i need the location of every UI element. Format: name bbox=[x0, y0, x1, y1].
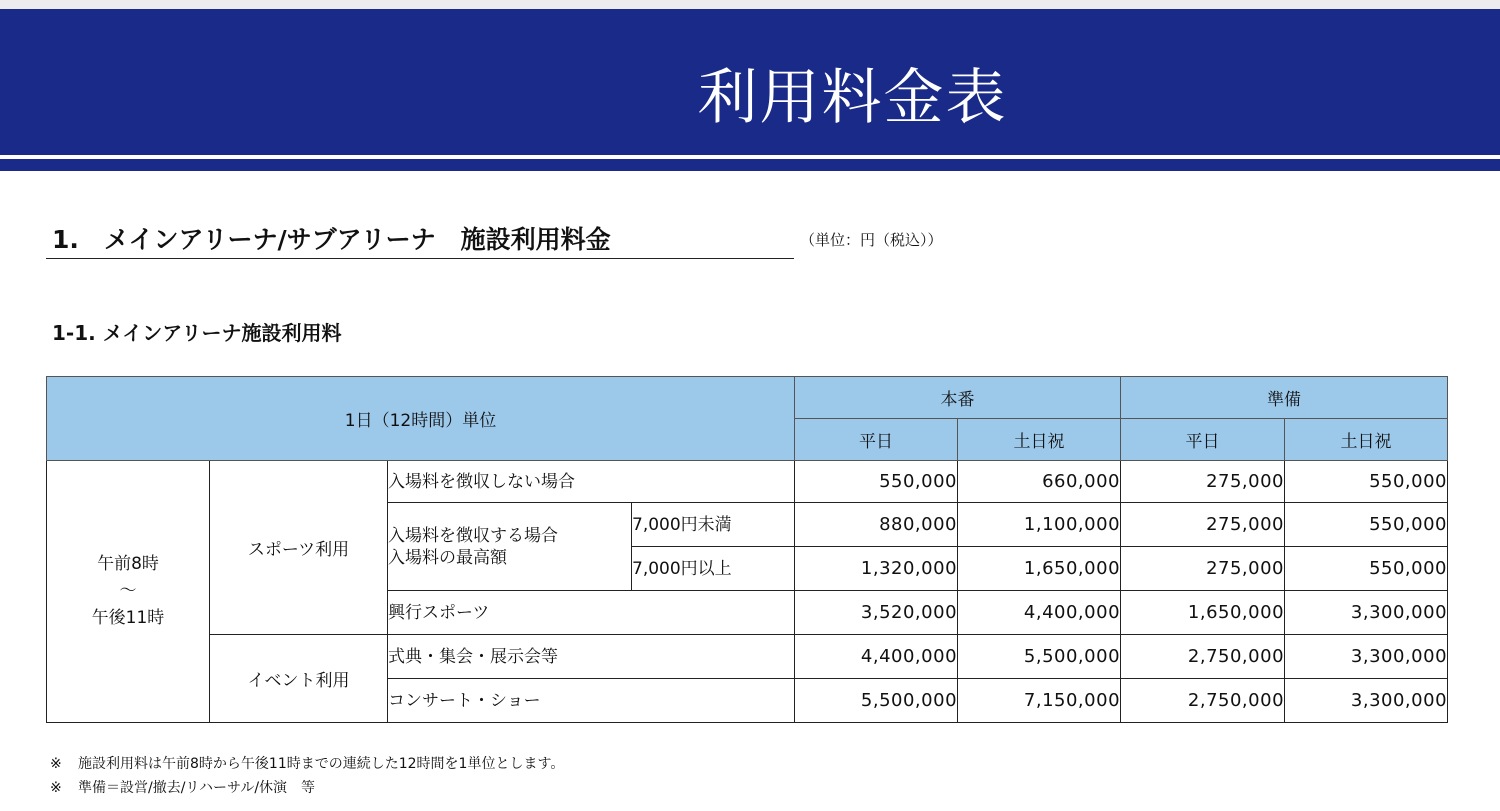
amount-cell: 275,000 bbox=[1121, 547, 1285, 591]
amount-cell: 880,000 bbox=[795, 503, 958, 547]
amount-cell: 1,320,000 bbox=[795, 547, 958, 591]
top-strip bbox=[0, 0, 1500, 9]
header-unit: 1日（12時間）単位 bbox=[47, 377, 795, 461]
amount-cell: 2,750,000 bbox=[1121, 635, 1285, 679]
header-junbi-weekend: 土日祝 bbox=[1285, 419, 1448, 461]
subsection-title: 1-1. メインアリーナ施設利用料 bbox=[52, 321, 342, 345]
header-junbi: 準備 bbox=[1121, 377, 1448, 419]
header-honban: 本番 bbox=[795, 377, 1121, 419]
amount-cell: 5,500,000 bbox=[795, 679, 958, 723]
row-label: 式典・集会・展示会等 bbox=[388, 635, 795, 679]
section-title-text: メインアリーナ/サブアリーナ 施設利用料金 bbox=[104, 225, 611, 254]
amount-cell: 2,750,000 bbox=[1121, 679, 1285, 723]
fee-table bbox=[46, 376, 1448, 723]
banner-rule bbox=[0, 159, 1500, 171]
note-1 bbox=[50, 752, 564, 776]
header-junbi-weekday: 平日 bbox=[1121, 419, 1285, 461]
note-mark: ※ bbox=[50, 756, 62, 772]
amount-cell: 3,300,000 bbox=[1285, 591, 1448, 635]
amount-cell: 7,150,000 bbox=[958, 679, 1121, 723]
note-2 bbox=[50, 776, 564, 800]
row-label: 興行スポーツ bbox=[388, 591, 795, 635]
amount-cell: 5,500,000 bbox=[958, 635, 1121, 679]
group-event: イベント利用 bbox=[210, 635, 388, 723]
amount-cell: 275,000 bbox=[1121, 503, 1285, 547]
header-banner bbox=[0, 9, 1500, 155]
amount-cell: 550,000 bbox=[1285, 503, 1448, 547]
amount-cell: 4,400,000 bbox=[795, 635, 958, 679]
time-to: 午後11時 bbox=[91, 608, 165, 628]
row-sublabel: 7,000円未満 bbox=[632, 503, 795, 547]
amount-cell: 550,000 bbox=[1285, 547, 1448, 591]
time-separator: ～ bbox=[119, 581, 137, 601]
amount-cell: 1,100,000 bbox=[958, 503, 1121, 547]
row-label: コンサート・ショー bbox=[388, 679, 795, 723]
note-2-text: 準備＝設営/撤去/リハーサル/休演 等 bbox=[78, 780, 316, 796]
amount-cell: 1,650,000 bbox=[958, 547, 1121, 591]
section-underline bbox=[46, 258, 794, 259]
header-honban-weekend: 土日祝 bbox=[958, 419, 1121, 461]
amount-cell: 550,000 bbox=[1285, 461, 1448, 503]
header-honban-weekday: 平日 bbox=[795, 419, 958, 461]
time-range-cell bbox=[47, 461, 210, 723]
group-sports: スポーツ利用 bbox=[210, 461, 388, 635]
row-sublabel: 7,000円以上 bbox=[632, 547, 795, 591]
row-label-fee bbox=[388, 503, 632, 591]
amount-cell: 275,000 bbox=[1121, 461, 1285, 503]
section-title bbox=[52, 224, 611, 256]
table-row bbox=[47, 461, 1448, 503]
row-label: 入場料を徴収しない場合 bbox=[388, 461, 795, 503]
section-number: 1. bbox=[52, 225, 79, 254]
amount-cell: 4,400,000 bbox=[958, 591, 1121, 635]
time-from: 午前8時 bbox=[97, 554, 159, 574]
row-label-fee-line2: 入場料の最高額 bbox=[388, 547, 507, 568]
page-title: 利用料金表 bbox=[697, 63, 1008, 133]
amount-cell: 550,000 bbox=[795, 461, 958, 503]
amount-cell: 3,300,000 bbox=[1285, 635, 1448, 679]
amount-cell: 660,000 bbox=[958, 461, 1121, 503]
amount-cell: 1,650,000 bbox=[1121, 591, 1285, 635]
notes bbox=[50, 752, 564, 800]
note-mark: ※ bbox=[50, 780, 62, 796]
unit-note: （単位：円（税込）） bbox=[800, 231, 943, 249]
row-label-fee-line1: 入場料を徴収する場合 bbox=[388, 525, 558, 546]
amount-cell: 3,300,000 bbox=[1285, 679, 1448, 723]
amount-cell: 3,520,000 bbox=[795, 591, 958, 635]
table-row bbox=[47, 635, 1448, 679]
note-1-text: 施設利用料は午前8時から午後11時までの連続した12時間を1単位とします。 bbox=[78, 756, 565, 772]
